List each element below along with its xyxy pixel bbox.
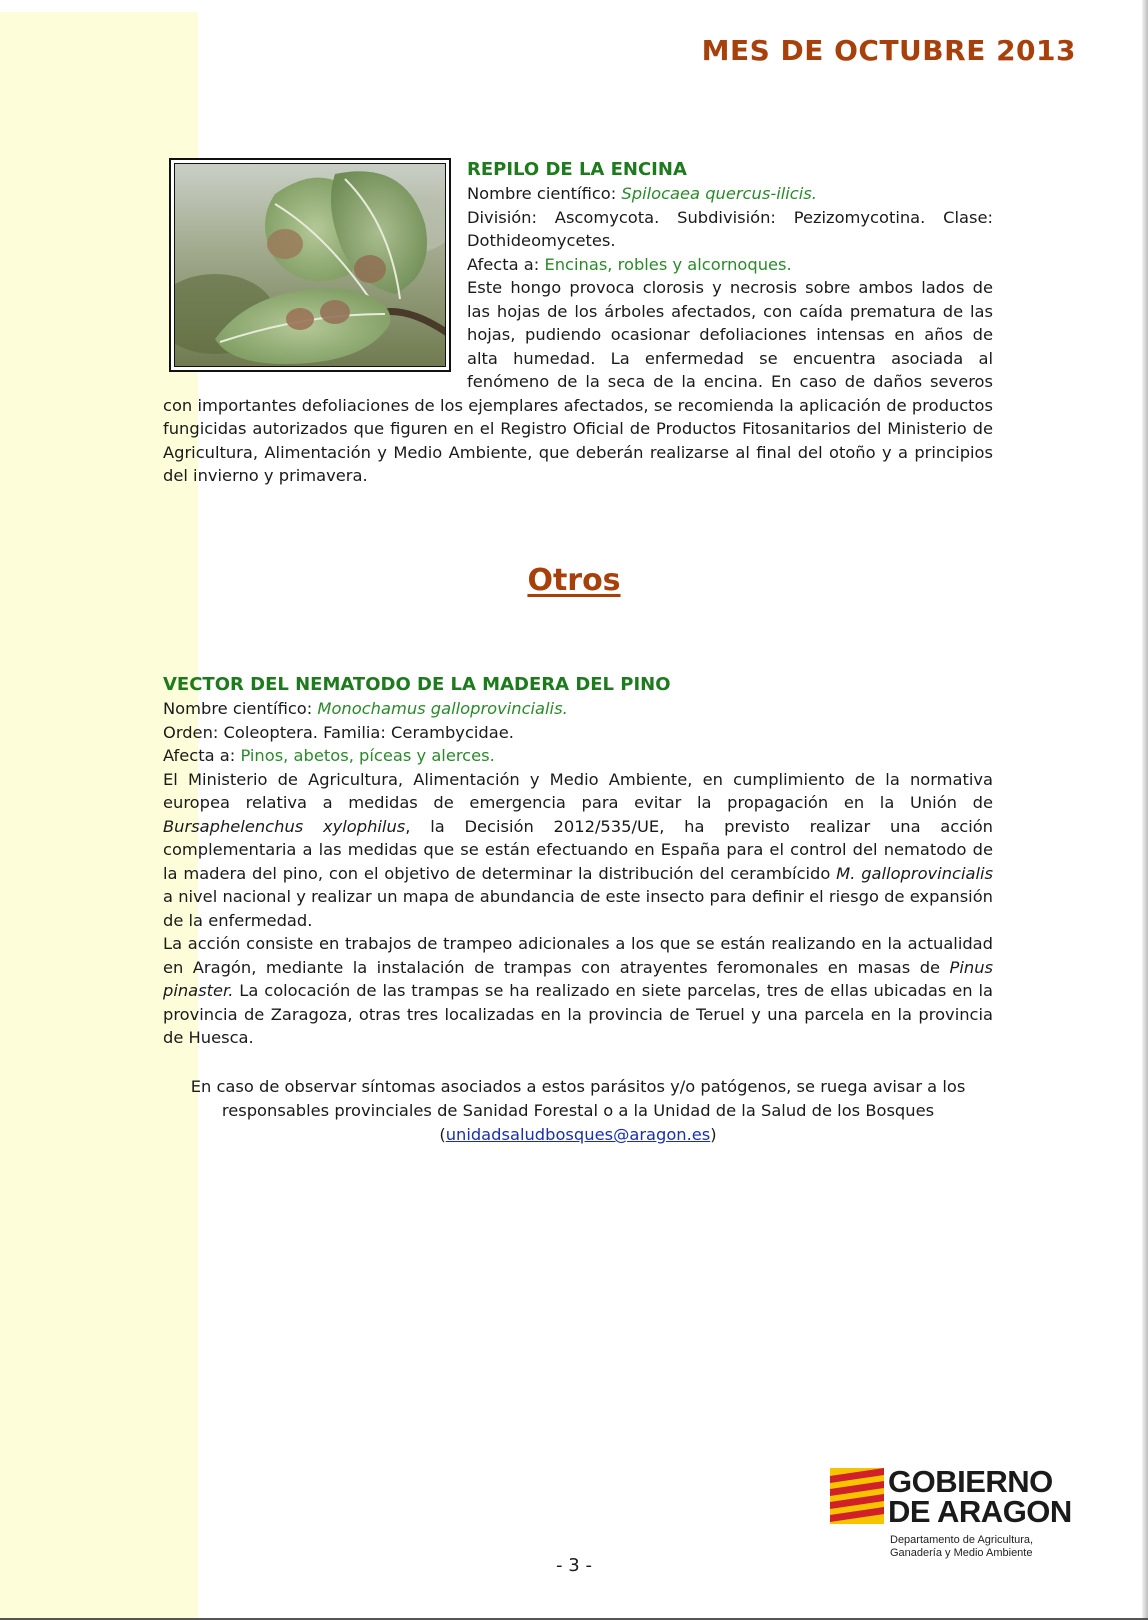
vector-order: Orden: Coleoptera. Familia: Cerambycidae. — [163, 722, 514, 742]
vector-scientific-name: Nombre científico: Monochamus galloprovincialis. — [163, 699, 568, 718]
section-vector — [163, 673, 993, 1050]
repilo-body: Este hongo provoca clorosis y necrosis sobre ambos lados de las hojas de los árboles afectados, con caída prematura de las hojas, pudiendo ocasionar defoliaciones intensas en años de alta humedad. La enfermedad se encuentra asociada al fenómeno de la seca de la encina. En caso de daños severos con importantes defoliaciones de los ejemplares afectados, se recomienda la aplicación de productos fungicidas autorizados que figuren en el Registro Oficial de Productos Fitosanitarios del Ministerio de Agricultura, Alimentación y Medio Ambiente, que deberán realizarse al final del otoño y a principios del invierno y primavera. — [163, 278, 993, 485]
vector-title: VECTOR DEL NEMATODO DE LA MADERA DEL PINO — [163, 674, 671, 695]
gobierno-aragon-logo — [830, 1464, 1080, 1560]
contact-notice — [163, 1075, 993, 1147]
contact-line-1: En caso de observar síntomas asociados a estos parásitos y/o patógenos, se ruega avisar a los — [190, 1077, 966, 1096]
page-number: - 3 - — [556, 1555, 592, 1576]
aragon-flag-icon — [830, 1468, 884, 1524]
contact-email-line: (unidadsaludbosques@aragon.es) — [439, 1125, 717, 1144]
vector-affects: Afecta a: Pinos, abetos, píceas y alerces. — [163, 746, 495, 765]
section-repilo — [163, 158, 993, 488]
contact-line-2: responsables provinciales de Sanidad Forestal o a la Unidad de la Salud de los Bosques — [221, 1101, 935, 1120]
repilo-division: División: Ascomycota. Subdivisión: Pezizomycotina. Clase: Dothideomycetes. — [467, 207, 993, 250]
repilo-affects: Afecta a: Encinas, robles y alcornoques. — [467, 254, 792, 274]
contact-email-link[interactable]: unidadsaludbosques@aragon.es — [445, 1125, 711, 1144]
repilo-title: REPILO DE LA ENCINA — [467, 159, 687, 180]
vector-paragraph-2: La acción consiste en trabajos de trampeo adicionales a los que se están realizando en la actualidad en Aragón, mediante la instalación de trampas con atrayentes feromonales en masas de Pinus pinaster. La colocación de las trampas se ha realizado en siete parcelas, tres de ellas ubicadas en la provincia de Zaragoza, otras tres localizadas en la provincia de Teruel y una parcela en la provincia de Huesca. — [163, 934, 993, 1047]
page-shadow — [1142, 0, 1148, 1620]
repilo-scientific-name: Nombre científico: Spilocaea quercus-ilicis. — [467, 184, 817, 203]
section-heading-otros: Otros — [527, 563, 621, 598]
page-header-title: MES DE OCTUBRE 2013 — [701, 34, 1076, 67]
logo-text-de-aragon: DE ARAGON — [888, 1494, 1072, 1529]
logo-department: Departamento de Agricultura, Ganadería y Medio Ambiente — [890, 1534, 1034, 1559]
leaf-photo — [175, 164, 446, 367]
logo-text-gobierno: GOBIERNO — [888, 1464, 1053, 1499]
leaf-photo-frame — [169, 158, 451, 372]
vector-paragraph-1: El Ministerio de Agricultura, Alimentación y Medio Ambiente, en cumplimiento de la normativa europea relativa a medidas de emergencia para evitar la propagación en la Unión de Bursaphelenchus xylophilus, la Decisión 2012/535/UE, ha previsto realizar una acción complementaria a las medidas que se están efectuando en España para el control del nematodo de la madera del pino, con el objetivo de determinar la distribución del cerambícido M. galloprovincialis a nivel nacional y realizar un mapa de abundancia de este insecto para definir el riesgo de expansión de la enfermedad. — [163, 769, 993, 930]
